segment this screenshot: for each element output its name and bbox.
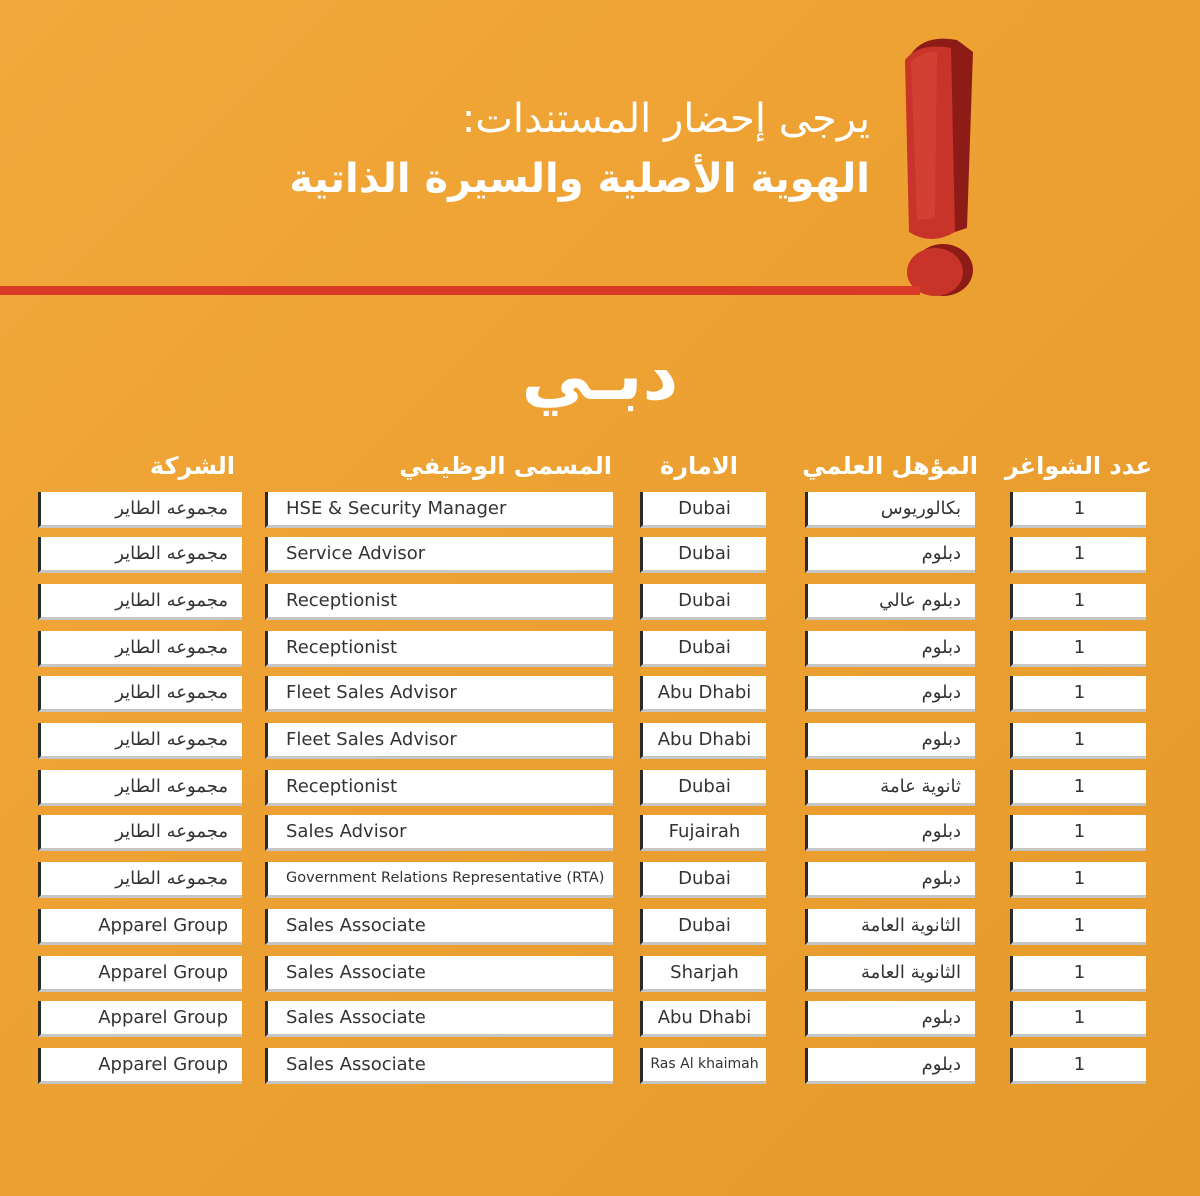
emirate-cell: Dubai — [640, 770, 766, 806]
emirate-cell: Dubai — [640, 862, 766, 898]
vacancy-count-cell: 1 — [1010, 676, 1146, 712]
job-title-cell: Sales Advisor — [265, 815, 613, 851]
qualification-cell: دبلوم عالي — [805, 584, 975, 620]
job-title-cell: Sales Associate — [265, 1048, 613, 1084]
company-cell: مجموعه الطاير — [38, 537, 242, 573]
emirate-cell: Dubai — [640, 909, 766, 945]
emirate-cell: Abu Dhabi — [640, 1001, 766, 1037]
emirate-cell: Abu Dhabi — [640, 723, 766, 759]
emirate-cell: Sharjah — [640, 956, 766, 992]
emirate-cell: Dubai — [640, 492, 766, 528]
vacancy-count-cell: 1 — [1010, 770, 1146, 806]
company-cell: Apparel Group — [38, 956, 242, 992]
vacancy-count-cell: 1 — [1010, 909, 1146, 945]
emirate-cell: Fujairah — [640, 815, 766, 851]
vacancy-count-cell: 1 — [1010, 862, 1146, 898]
job-title-cell: Fleet Sales Advisor — [265, 676, 613, 712]
notice-documents: الهوية الأصلية والسيرة الذاتية — [289, 156, 870, 202]
qualification-cell: دبلوم — [805, 1048, 975, 1084]
job-title-cell: Sales Associate — [265, 1001, 613, 1037]
vacancy-count-cell: 1 — [1010, 956, 1146, 992]
qualification-cell: الثانوية العامة — [805, 956, 975, 992]
company-cell: مجموعه الطاير — [38, 723, 242, 759]
emirate-cell: Dubai — [640, 584, 766, 620]
vacancy-count-cell: 1 — [1010, 1048, 1146, 1084]
qualification-cell: دبلوم — [805, 537, 975, 573]
company-cell: Apparel Group — [38, 909, 242, 945]
qualification-cell: دبلوم — [805, 862, 975, 898]
vacancy-count-cell: 1 — [1010, 631, 1146, 667]
job-title-cell: Sales Associate — [265, 909, 613, 945]
qualification-cell: بكالوريوس — [805, 492, 975, 528]
company-cell: مجموعه الطاير — [38, 492, 242, 528]
emirate-cell: Abu Dhabi — [640, 676, 766, 712]
header-company: الشركة — [149, 452, 235, 480]
job-title-cell: Receptionist — [265, 584, 613, 620]
job-title-cell: Service Advisor — [265, 537, 613, 573]
divider-line — [0, 286, 920, 295]
qualification-cell: دبلوم — [805, 815, 975, 851]
qualification-cell: دبلوم — [805, 723, 975, 759]
job-title-cell: Sales Associate — [265, 956, 613, 992]
vacancy-count-cell: 1 — [1010, 584, 1146, 620]
header-emirate: الامارة — [660, 452, 738, 480]
header-qualification: المؤهل العلمي — [802, 452, 978, 480]
company-cell: مجموعه الطاير — [38, 815, 242, 851]
job-title-cell: Fleet Sales Advisor — [265, 723, 613, 759]
company-cell: Apparel Group — [38, 1048, 242, 1084]
vacancy-count-cell: 1 — [1010, 1001, 1146, 1037]
city-title: دبـي — [521, 334, 679, 416]
vacancy-count-cell: 1 — [1010, 492, 1146, 528]
qualification-cell: دبلوم — [805, 1001, 975, 1037]
company-cell: مجموعه الطاير — [38, 676, 242, 712]
vacancy-count-cell: 1 — [1010, 723, 1146, 759]
emirate-cell: Dubai — [640, 537, 766, 573]
vacancy-count-cell: 1 — [1010, 815, 1146, 851]
company-cell: مجموعه الطاير — [38, 862, 242, 898]
vacancy-count-cell: 1 — [1010, 537, 1146, 573]
qualification-cell: ثانوية عامة — [805, 770, 975, 806]
exclamation-mark-icon — [885, 32, 985, 304]
qualification-cell: الثانوية العامة — [805, 909, 975, 945]
company-cell: مجموعه الطاير — [38, 631, 242, 667]
company-cell: مجموعه الطاير — [38, 770, 242, 806]
company-cell: مجموعه الطاير — [38, 584, 242, 620]
job-title-cell: HSE & Security Manager — [265, 492, 613, 528]
company-cell: Apparel Group — [38, 1001, 242, 1037]
job-title-cell: Receptionist — [265, 631, 613, 667]
qualification-cell: دبلوم — [805, 631, 975, 667]
job-title-cell: Receptionist — [265, 770, 613, 806]
notice-heading: يرجى إحضار المستندات: — [461, 96, 870, 142]
header-job-title: المسمى الوظيفي — [399, 452, 612, 480]
emirate-cell: Ras Al khaimah — [640, 1048, 766, 1084]
qualification-cell: دبلوم — [805, 676, 975, 712]
job-title-cell: Government Relations Representative (RTA) — [265, 862, 613, 898]
header-vacancies: عدد الشواغر — [1004, 452, 1152, 480]
emirate-cell: Dubai — [640, 631, 766, 667]
